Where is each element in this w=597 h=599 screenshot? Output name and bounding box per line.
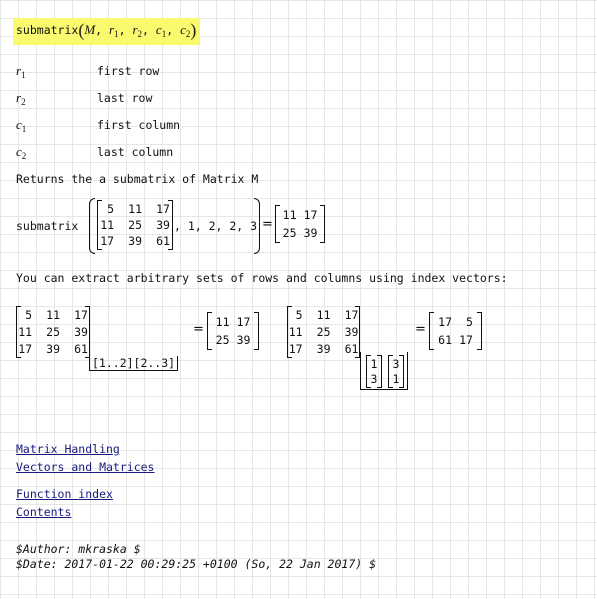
example3-col-vector: 3 1 bbox=[388, 355, 404, 388]
description-text: Returns the a submatrix of Matrix M bbox=[16, 172, 259, 186]
example1-args: , 1, 2, 2, 3 bbox=[174, 219, 258, 233]
index-vector-text: You can extract arbitrary sets of rows and columns using index vectors: bbox=[16, 271, 508, 285]
param-c2-desc: last column bbox=[97, 145, 174, 159]
author-line: $Author: mkraska $ bbox=[16, 542, 141, 556]
matrix-row: 11 25 39 bbox=[18, 325, 88, 339]
link-contents[interactable]: Contents bbox=[16, 505, 72, 519]
date-line: $Date: 2017-01-22 00:29:25 +0100 (So, 22 Jan 2017) $ bbox=[16, 557, 377, 571]
example1-result bbox=[275, 205, 325, 243]
link-vectors-and-matrices[interactable]: Vectors and Matrices bbox=[16, 460, 155, 474]
matrix-row: 5 11 17 bbox=[25, 308, 88, 322]
arg-c1: $c_1$ bbox=[155, 22, 167, 39]
close-paren: ) bbox=[190, 20, 197, 40]
example3-equals: = bbox=[415, 322, 426, 337]
example2-matrix[interactable] bbox=[16, 306, 90, 358]
matrix-row: 25 39 bbox=[282, 226, 318, 240]
matrix-row: 17 39 61 bbox=[288, 342, 359, 356]
param-r1-desc: first row bbox=[97, 64, 160, 78]
example3-result bbox=[429, 312, 482, 350]
link-function-index[interactable]: Function index bbox=[16, 487, 113, 501]
example3-matrix[interactable] bbox=[287, 306, 360, 358]
param-r2-symbol: $r_2$ bbox=[16, 90, 26, 107]
matrix-row: 11 17 bbox=[215, 315, 251, 329]
example1-matrix[interactable] bbox=[97, 200, 173, 250]
link-matrix-handling[interactable]: Matrix Handling bbox=[16, 442, 120, 456]
matrix-row: 61 17 bbox=[438, 333, 473, 347]
matrix-row: 11 25 39 bbox=[288, 325, 359, 339]
arg-r2: $r_2$ bbox=[132, 22, 143, 39]
example2-index: [1..2][2..3] bbox=[89, 356, 178, 371]
matrix-row: 17 39 61 bbox=[18, 342, 88, 356]
matrix-row: 17 5 bbox=[438, 315, 473, 329]
matrix-row: 11 25 39 bbox=[100, 218, 170, 232]
arg-c2: $c_2$ bbox=[180, 22, 191, 39]
param-c2-symbol: $c_2$ bbox=[16, 144, 27, 161]
example1-open-paren bbox=[89, 198, 95, 254]
example1-close-paren bbox=[254, 198, 260, 254]
matrix-row: 11 17 bbox=[282, 208, 318, 222]
example3-row-vector: 1 3 bbox=[366, 355, 382, 388]
matrix-row: 25 39 bbox=[215, 333, 251, 347]
example1-equals: = bbox=[262, 217, 273, 232]
open-paren: ( bbox=[78, 20, 85, 40]
matrix-row: 5 11 17 bbox=[295, 308, 359, 322]
function-signature[interactable]: submatrix(M, $r_1$, $r_2$, $c_1$, $c_2$) bbox=[13, 18, 200, 45]
matrix-row: 17 39 61 bbox=[100, 234, 170, 248]
example1-func-name: submatrix bbox=[16, 219, 79, 233]
param-r1-symbol: $r_1$ bbox=[16, 63, 26, 80]
param-r2-desc: last row bbox=[97, 91, 153, 105]
arg-m: M bbox=[84, 22, 96, 37]
param-c1-symbol: $c_1$ bbox=[16, 117, 27, 134]
example2-result bbox=[207, 312, 259, 350]
function-name: submatrix bbox=[16, 23, 79, 37]
matrix-row: 5 11 17 bbox=[107, 202, 170, 216]
arg-r1: $r_1$ bbox=[109, 22, 119, 39]
param-c1-desc: first column bbox=[97, 118, 181, 132]
example2-equals: = bbox=[193, 322, 204, 337]
